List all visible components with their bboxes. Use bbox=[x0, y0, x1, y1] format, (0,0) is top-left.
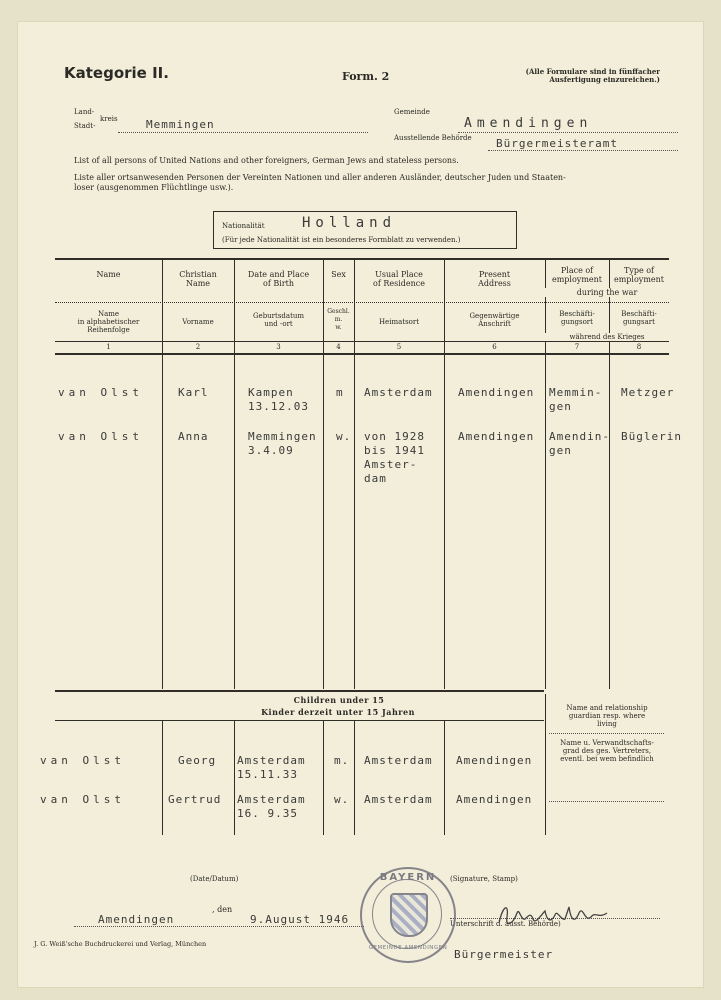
row1-sex: m bbox=[336, 386, 344, 399]
during-war-label: during the war bbox=[545, 288, 669, 297]
row1-address: Amendingen bbox=[458, 386, 535, 399]
row2-first-name: Anna bbox=[178, 430, 209, 443]
row1-name: van Olst bbox=[58, 386, 143, 399]
gemeinde-dotted-line bbox=[458, 132, 678, 133]
official-stamp bbox=[360, 867, 456, 963]
stamp-text-bottom: GEMEINDE AMENDINGEN bbox=[368, 945, 448, 951]
col5-header-de: Heimatsort bbox=[378, 318, 420, 326]
child2-name: van Olst bbox=[40, 793, 125, 806]
children-header-divider bbox=[55, 720, 544, 721]
col4-header-de: Geschl. m. w. bbox=[327, 308, 350, 331]
guardian-dotted-line-1 bbox=[549, 733, 664, 734]
form-number: Form. 2 bbox=[342, 70, 390, 83]
guardian-header-en: Name and relationship guardian resp. where living bbox=[566, 704, 648, 728]
children-header-en: Children under 15 bbox=[293, 695, 385, 705]
signature-label-de: Unterschrift d. ausst. Behörde) bbox=[450, 920, 561, 928]
child1-name: van Olst bbox=[40, 754, 125, 767]
signature-label: (Signature, Stamp) bbox=[450, 875, 518, 883]
row2-birth: Memmingen 3.4.09 bbox=[248, 430, 317, 457]
copies-note bbox=[500, 68, 660, 84]
col7-number: 7 bbox=[574, 343, 580, 351]
child1-address: Amendingen bbox=[456, 754, 533, 767]
category-title: Kategorie II. bbox=[64, 64, 169, 82]
list-german-line2: loser (ausgenommen Flüchtlinge usw.). bbox=[74, 183, 234, 192]
child-col-divider-3 bbox=[323, 721, 324, 835]
list-english: List of all persons of United Nations and other foreigners, German Jews and stateless persons. bbox=[74, 156, 459, 165]
col6-header-de: Gegenwärtige Anschrift bbox=[469, 312, 520, 328]
bavarian-coat-of-arms-icon bbox=[390, 893, 428, 937]
kreis-label: kreis bbox=[100, 115, 118, 123]
child-col-divider-4 bbox=[354, 721, 355, 835]
row2-address: Amendingen bbox=[458, 430, 535, 443]
kreis-dotted-line bbox=[118, 132, 368, 133]
gemeinde-label: Gemeinde bbox=[394, 108, 430, 116]
row2-name: van Olst bbox=[58, 430, 143, 443]
header-bottom-border bbox=[55, 353, 669, 355]
date-dotted-line bbox=[74, 926, 364, 927]
col2-number: 2 bbox=[195, 343, 201, 351]
waehrend-krieges-label: während des Krieges bbox=[545, 333, 669, 341]
child2-address: Amendingen bbox=[456, 793, 533, 806]
behoerde-dotted-line bbox=[488, 150, 678, 151]
child2-first-name: Gertrud bbox=[168, 793, 222, 806]
col1-header-en: Name bbox=[96, 270, 121, 279]
nationality-value: Holland bbox=[302, 215, 397, 231]
col7-header-de: Beschäfti- gungsort bbox=[559, 310, 595, 326]
col1-number: 1 bbox=[106, 343, 111, 351]
row1-birth: Kampen 13.12.03 bbox=[248, 386, 309, 413]
col8-header-en: Type of employment bbox=[613, 266, 665, 284]
copies-note-line2: Ausfertigung einzureichen.) bbox=[549, 75, 660, 84]
table-top-border bbox=[55, 258, 669, 260]
nationality-box bbox=[213, 211, 517, 249]
row1-first-name: Karl bbox=[178, 386, 209, 399]
kreis-value: Memmingen bbox=[146, 118, 215, 131]
row1-work-type: Metzger bbox=[621, 386, 675, 399]
col5-number: 5 bbox=[396, 343, 402, 351]
header-divider bbox=[55, 302, 669, 303]
child1-birth: Amsterdam 15.11.33 bbox=[237, 754, 306, 781]
child1-sex: m. bbox=[334, 754, 350, 767]
col3-header-de: Geburtsdatum und -ort bbox=[252, 312, 305, 328]
row2-work-type: Büglerin bbox=[621, 430, 682, 443]
child1-home: Amsterdam bbox=[364, 754, 433, 767]
col8-header-de: Beschäfti- gungsart bbox=[621, 310, 657, 326]
col5-header-en: Usual Place of Residence bbox=[373, 270, 425, 288]
footer-den: , den bbox=[212, 905, 233, 914]
footer-date: 9.August 1946 bbox=[250, 913, 350, 926]
row2-work-place: Amendin- gen bbox=[549, 430, 610, 457]
child-col-divider-1 bbox=[162, 721, 163, 835]
document-page bbox=[18, 22, 703, 987]
col4-header-en: Sex bbox=[331, 270, 346, 279]
col2-header-en: Christian Name bbox=[179, 270, 217, 288]
copies-note-line1: (Alle Formulare sind in fünffacher bbox=[525, 67, 660, 76]
stadt-label: Stadt- bbox=[74, 122, 96, 130]
col4-number: 4 bbox=[336, 343, 341, 351]
row2-sex: w. bbox=[336, 430, 352, 443]
child2-home: Amsterdam bbox=[364, 793, 433, 806]
children-header-de: Kinder derzeit unter 15 Jahren bbox=[261, 707, 415, 717]
row1-home: Amsterdam bbox=[364, 386, 433, 399]
child2-birth: Amsterdam 16. 9.35 bbox=[237, 793, 306, 820]
behoerde-label: Ausstellende Behörde bbox=[394, 134, 472, 142]
stamp-text-top: BAYERN bbox=[379, 872, 437, 883]
row1-work-place: Memmin- gen bbox=[549, 386, 603, 413]
col6-number: 6 bbox=[492, 343, 497, 351]
column-number-divider-top bbox=[55, 341, 669, 342]
behoerde-value: Bürgermeisteramt bbox=[496, 137, 618, 150]
gemeinde-value: Amendingen bbox=[464, 116, 593, 131]
guardian-dotted-line-2 bbox=[549, 801, 664, 802]
nationality-label: Nationalität bbox=[222, 222, 265, 230]
col6-header-en: Present Address bbox=[478, 270, 511, 288]
col2-header-de: Vorname bbox=[182, 318, 214, 326]
footer-place: Amendingen bbox=[98, 913, 175, 926]
nationality-note: (Für jede Nationalität ist ein besonderes Formblatt zu verwenden.) bbox=[222, 236, 461, 244]
date-label: (Date/Datum) bbox=[190, 875, 239, 883]
col3-header-en: Date and Place of Birth bbox=[247, 270, 310, 288]
row2-home: von 1928 bis 1941 Amster- dam bbox=[364, 430, 425, 485]
col3-number: 3 bbox=[276, 343, 281, 351]
child2-sex: w. bbox=[334, 793, 350, 806]
footer-title: Bürgermeister bbox=[454, 948, 554, 961]
guardian-header-de: Name u. Verwandtschafts- grad des ges. Vertreters, eventl. bei wem befindlich bbox=[560, 739, 654, 763]
col7-header-en: Place of employment bbox=[551, 266, 603, 284]
printer-note: J. G. Weiß'sche Buchdruckerei und Verlag, München bbox=[34, 940, 207, 948]
land-label: Land- bbox=[74, 108, 95, 116]
child-col-divider-5 bbox=[444, 721, 445, 835]
col1-header-de: Name in alphabetischer Reihenfolge bbox=[77, 310, 140, 334]
col8-number: 8 bbox=[636, 343, 642, 351]
list-german-line1: Liste aller ortsanwesenden Personen der Vereinten Nationen und aller anderen Ausländer, deutscher Juden und Staaten- bbox=[74, 173, 566, 182]
children-top-border bbox=[55, 690, 544, 692]
handwritten-signature bbox=[495, 899, 615, 933]
child1-first-name: Georg bbox=[178, 754, 217, 767]
child-col-divider-2 bbox=[234, 721, 235, 835]
